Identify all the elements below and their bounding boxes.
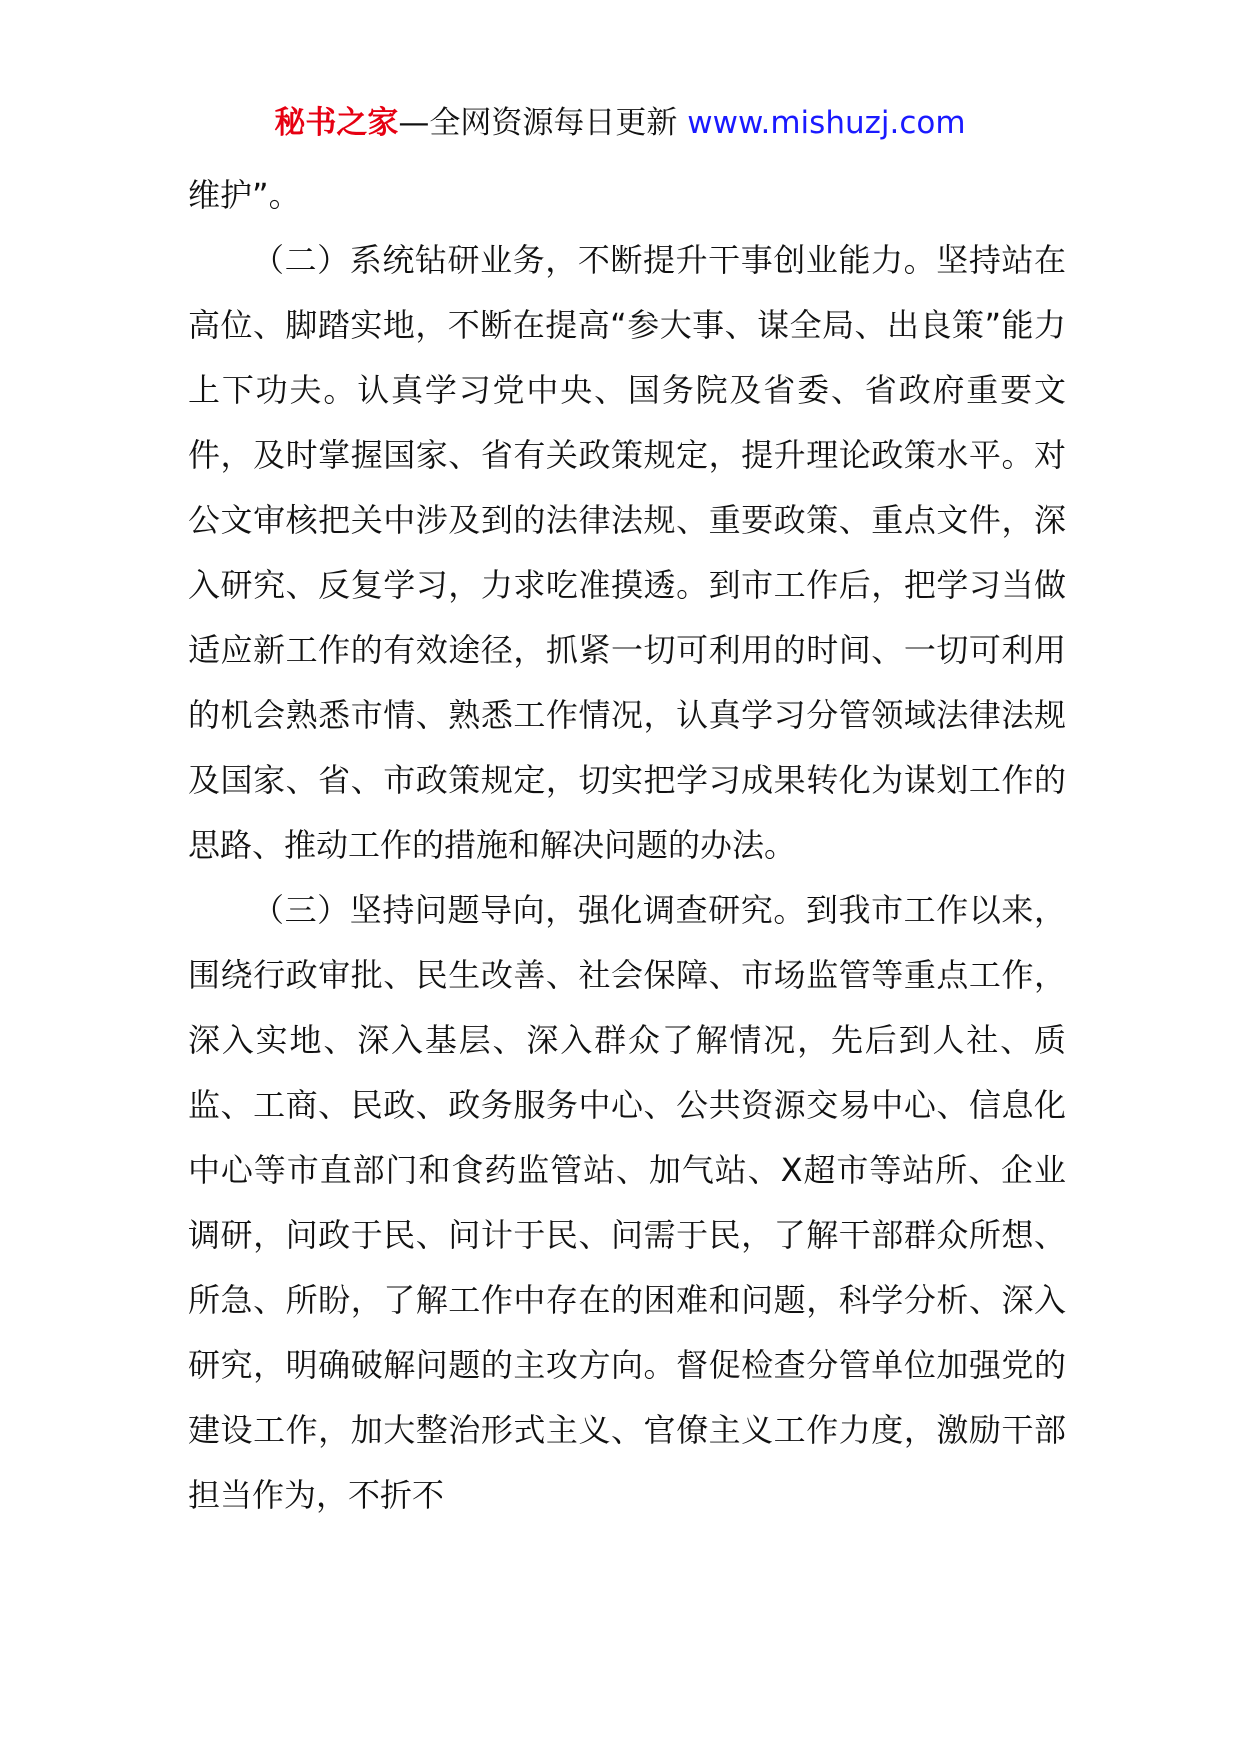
header-tagline: —全网资源每日更新: [398, 105, 688, 141]
paragraph-section-three: （三）坚持问题导向，强化调查研究。到我市工作以来，围绕行政审批、民生改善、社会保障、市场监管等重点工作，深入实地、深入基层、深入群众了解情况，先后到人社、质监、工商、民政、政务服务中心、公共资源交易中心、信息化中心等市直部门和食药监管站、加气站、X超市等站所、企业调研，问政于民、问计于民、问需于民，了解干部群众所想、所急、所盼，了解工作中存在的困难和问题，科学分析、深入研究，明确破解问题的主攻方向。督促检查分管单位加强党的建设工作，加大整治形式主义、官僚主义工作力度，激励干部担当作为，不折不: [188, 891, 1066, 1514]
watermark-header: [0, 100, 1240, 146]
site-url-link[interactable]: www.mishuzj.com: [687, 105, 966, 141]
brand-name: 秘书之家: [274, 105, 399, 141]
document-body: [188, 163, 1066, 1528]
paragraph-section-two: （二）系统钻研业务，不断提升干事创业能力。坚持站在高位、脚踏实地，不断在提高“参大事、谋全局、出良策”能力上下功夫。认真学习党中央、国务院及省委、省政府重要文件，及时掌握国家、省有关政策规定，提升理论政策水平。对公文审核把关中涉及到的法律法规、重要政策、重点文件，深入研究、反复学习，力求吃准摸透。到市工作后，把学习当做适应新工作的有效途径，抓紧一切可利用的时间、一切可利用的机会熟悉市情、熟悉工作情况，认真学习分管领域法律法规及国家、省、市政策规定，切实把学习成果转化为谋划工作的思路、推动工作的措施和解决问题的办法。: [188, 241, 1066, 864]
paragraph-continuation: 维护”。: [188, 176, 301, 214]
